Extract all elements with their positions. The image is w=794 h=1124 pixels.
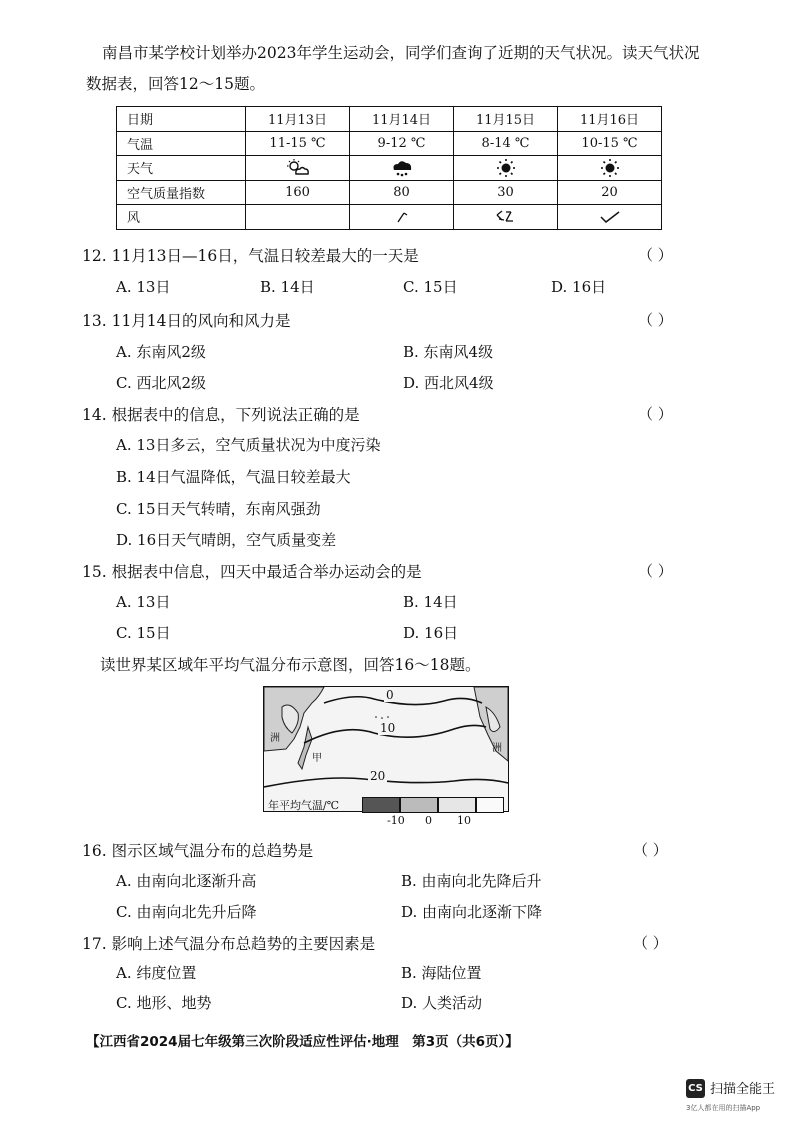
scanner-logo-icon: CS [686,1079,705,1098]
option: D. 由南向北逐渐下降 [401,903,543,921]
sun-icon [598,158,622,178]
option: A. 由南向北逐渐升高 [116,872,257,890]
option: A. 东南风2级 [116,343,206,361]
isotherm-label: 10 [380,721,396,735]
question-13: 13. 11月14日的风向和风力是 [82,312,291,330]
option: C. 15日天气转晴，东南风强劲 [116,500,321,518]
option: A. 13日 [116,593,171,611]
header-cell: 日期 [117,107,246,132]
question-17: 17. 影响上述气温分布总趋势的主要因素是 [82,935,376,953]
table-row-aqi [117,180,662,205]
wind-symbol-icon [598,209,622,225]
answer-paren: （ ） [633,841,668,859]
option: C. 15日 [116,624,171,642]
weather-table [116,106,662,230]
option: B. 由南向北先降后升 [401,872,542,890]
option: C. 由南向北先升后降 [116,903,257,921]
legend-value: 10 [457,814,471,827]
answer-paren: （ ） [638,246,673,264]
map-intro: 读世界某区域年平均气温分布示意图，回答16～18题。 [100,656,481,674]
row-label: 气温 [117,131,246,156]
option: A. 纬度位置 [116,964,197,982]
temp-cell: 9-12 ℃ [350,131,454,156]
scanner-app-tagline: 3亿人都在用的扫描App [686,1104,761,1112]
option: A. 13日 [116,278,171,296]
intro-text: 南昌市某学校计划举办2023年学生运动会，同学们查询了近期的天气状况。读天气状况数据表，回答12～15题。 [86,44,700,93]
legend-swatch [476,797,504,813]
aqi-cell: 30 [454,180,558,205]
legend-title: 年平均气温/℃ [268,799,340,812]
map-drawing [264,687,508,811]
option: A. 13日多云，空气质量状况为中度污染 [116,436,381,454]
option: D. 16日 [403,624,459,642]
option: B. 海陆位置 [401,964,482,982]
temp-cell: 10-15 ℃ [558,131,662,156]
wind-cell [454,205,558,230]
table-row-date [117,107,662,132]
temp-cell: 8-14 ℃ [454,131,558,156]
header-cell: 11月14日 [350,107,454,132]
option: C. 15日 [403,278,458,296]
header-cell: 11月13日 [246,107,350,132]
row-label: 天气 [117,156,246,181]
map-label: 甲 [312,753,322,764]
answer-paren: （ ） [638,405,673,423]
table-row-wind [117,205,662,230]
option: D. 人类活动 [401,994,483,1012]
wind-cell [350,205,454,230]
header-cell: 11月16日 [558,107,662,132]
map-label: 洲 [270,733,280,744]
question-15: 15. 根据表中信息，四天中最适合举办运动会的是 [82,563,422,581]
rain-cloud-icon [389,158,415,178]
header-cell: 11月15日 [454,107,558,132]
weather-cell [558,156,662,181]
legend-swatch [400,797,438,813]
sun-icon [494,158,518,178]
option: D. 16日天气晴朗，空气质量变差 [116,531,337,549]
wind-cell [558,205,662,230]
answer-paren: （ ） [638,311,673,329]
aqi-cell: 80 [350,180,454,205]
option: C. 西北风2级 [116,374,207,392]
legend-swatch [438,797,476,813]
question-12: 12. 11月13日—16日，气温日较差最大的一天是 [82,247,419,265]
partly-cloudy-icon [285,158,311,178]
option: D. 16日 [551,278,607,296]
wind-symbol-icon [493,209,519,225]
legend-swatch [362,797,400,813]
weather-cell [246,156,350,181]
answer-paren: （ ） [638,562,673,580]
page-footer: 【江西省2024届七年级第三次阶段适应性评估·地理 第3页（共6页）】 [86,1034,519,1050]
option: C. 地形、地势 [116,994,212,1012]
option: B. 14日 [260,278,315,296]
legend-value: -10 [387,814,405,827]
option: D. 西北风4级 [403,374,494,392]
isotherm-label: 0 [386,688,394,702]
isotherm-label: 20 [370,769,386,783]
aqi-cell: 20 [558,180,662,205]
table-row-weather [117,156,662,181]
row-label: 空气质量指数 [117,180,246,205]
legend-value: 0 [425,814,432,827]
weather-cell [454,156,558,181]
question-16: 16. 图示区域气温分布的总趋势是 [82,842,314,860]
option: B. 东南风4级 [403,343,494,361]
temp-cell: 11-15 ℃ [246,131,350,156]
table-row-temp [117,131,662,156]
temperature-map [263,686,509,812]
question-14: 14. 根据表中的信息，下列说法正确的是 [82,406,360,424]
row-label: 风 [117,205,246,230]
option: B. 14日气温降低，气温日较差最大 [116,468,351,486]
map-label: 洲 [492,743,502,754]
wind-cell [246,205,350,230]
aqi-cell: 160 [246,180,350,205]
weather-cell [350,156,454,181]
option: B. 14日 [403,593,458,611]
answer-paren: （ ） [633,934,668,952]
scanner-app-name: 扫描全能王 [710,1082,776,1097]
wind-symbol-icon [392,210,412,224]
